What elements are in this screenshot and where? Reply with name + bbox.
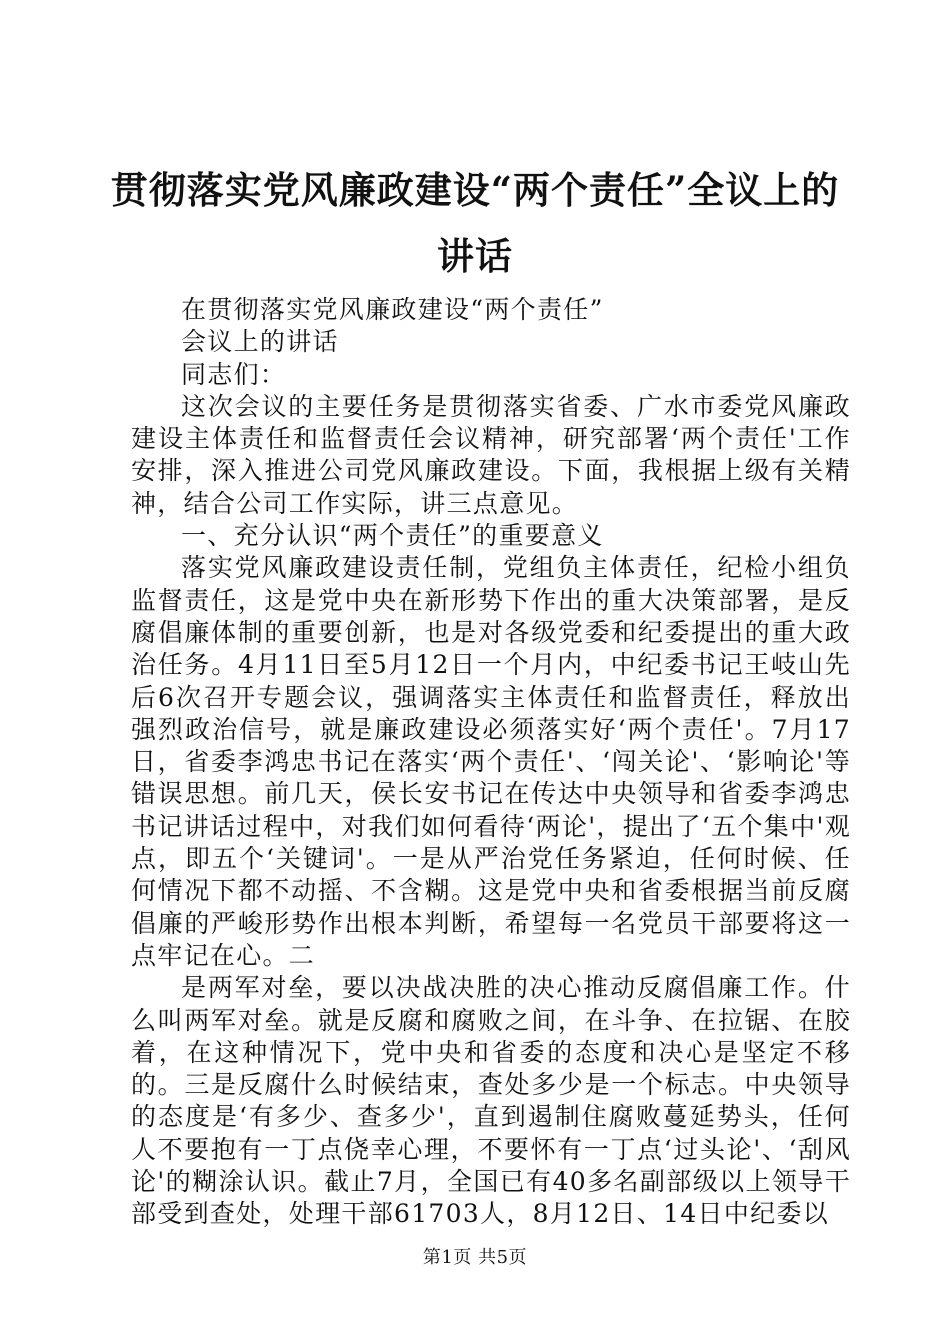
section-heading-1: 一、充分认识“两个责任”的重要意义 xyxy=(181,521,604,551)
document-body xyxy=(131,294,851,1231)
paragraph-body-2: 是两军对垒，要以决战决胜的决心推动反腐倡廉工作。什么叫两军对垒。就是反腐和腐败之间，在斗争、在拉锯、在胶着，在这种情况下，党中央和省委的态度和决心是坚定不移的。三是反腐什么时候结束，查处多少是一个标志。中央领导的态度是‘有多少、查多少'，直到遏制住腐败蔓延势头，任何人不要抱有一丁点侥幸心理，不要怀有一丁点‘过头论'、‘刮风论'的糊涂认识。截止7月，全国已有40多名副部级以上领导干部受到查处，处理干部61703人，8月12日、14日中纪委以 xyxy=(131,973,851,1229)
document-title-line-2: 讲话 xyxy=(437,234,513,278)
paragraph-subtitle-2: 会议上的讲话 xyxy=(181,327,339,357)
paragraph-body-1: 落实党风廉政建设责任制，党组负主体责任，纪检小组负监督责任，这是党中央在新形势下作出的重大决策部署，是反腐倡廉体制的重要创新，也是对各级党委和纪委提出的重大政治任务。4月11日至5月12日一个月内，中纪委书记王岐山先后6次召开专题会议，强调落实主体责任和监督责任，释放出强烈政治信号，就是廉政建设必须落实好‘两个责任'。7月17日，省委李鸿忠书记在落实‘两个责任'、‘闯关论'、‘影响论'等错误思想。前几天，侯长安书记在传达中央领导和省委李鸿忠书记讲话过程中，对我们如何看待‘两论'，提出了‘五个集中'观点，即五个‘关键词'。一是从严治党任务紧迫，任何时候、任何情况下都不动摇、不含糊。这是党中央和省委根据当前反腐倡廉的严峻形势作出根本判断，希望每一名党员干部要将这一点牢记在心。二 xyxy=(131,553,851,970)
paragraph-salutation: 同志们： xyxy=(181,359,287,389)
paragraph-subtitle-1: 在贯彻落实党风廉政建设“两个责任” xyxy=(181,295,604,324)
paragraph-intro: 这次会议的主要任务是贯彻落实省委、广水市委党风廉政建设主体责任和监督责任会议精神，研究部署‘两个责任'工作安排，深入推进公司党风廉政建设。下面，我根据上级有关精神，结合公司工作实际，讲三点意见。 xyxy=(131,391,851,518)
document-title-line-1: 贯彻落实党风廉政建设“两个责任”全议上的 xyxy=(110,168,840,212)
page-footer: 第1页 共5页 xyxy=(422,1247,528,1268)
